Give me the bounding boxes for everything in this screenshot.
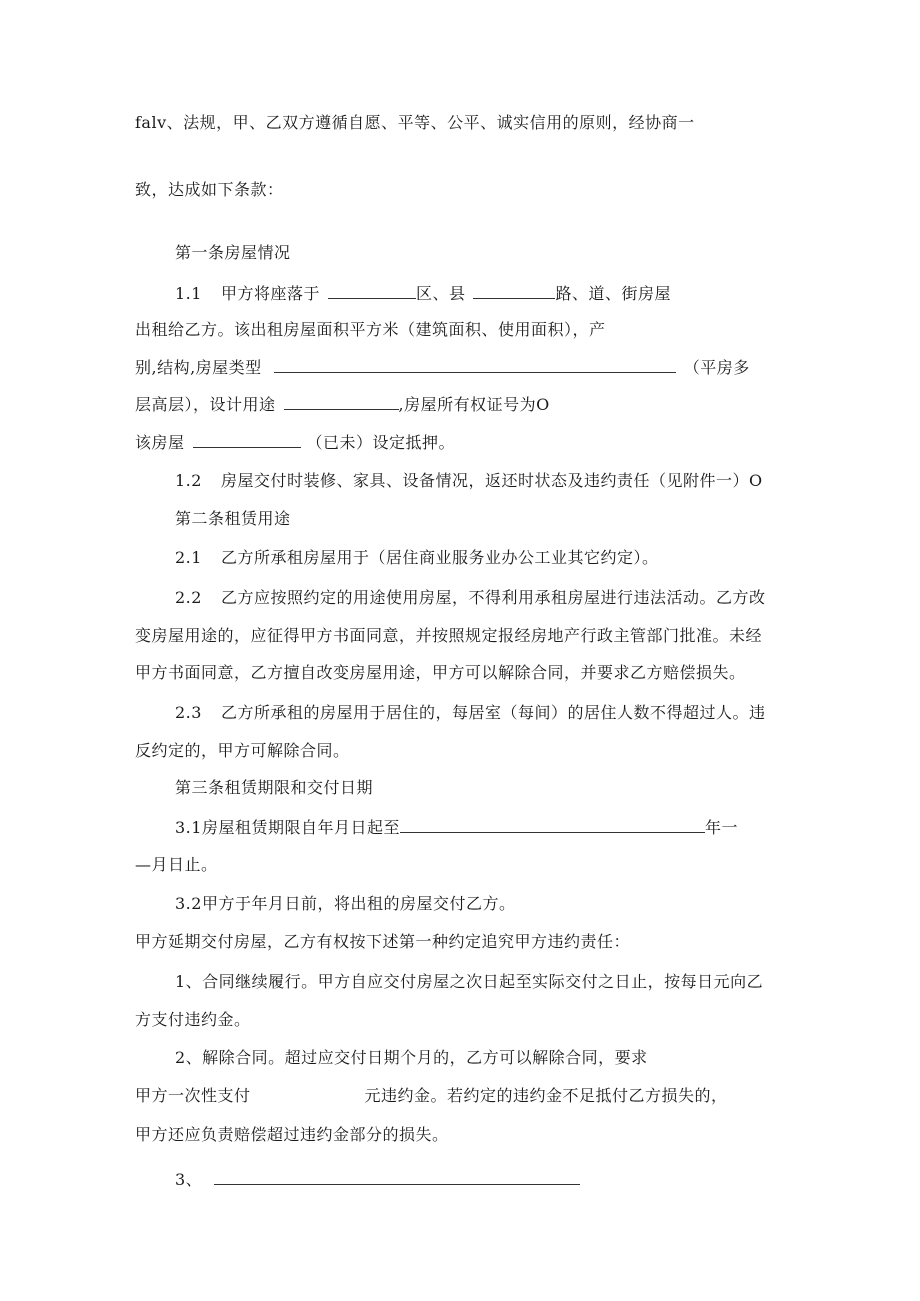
clause-text: 区、县 <box>415 284 466 303</box>
clause-3-2: 3.2甲方于年月日前，将出租的房屋交付乙方。 <box>175 894 516 913</box>
option-1-line-2: 方支付违约金。 <box>135 1010 251 1029</box>
blank-mortgage <box>193 432 301 448</box>
article-2-heading: 第二条租赁用途 <box>175 509 291 528</box>
intro-line-2: 致，达成如下条款： <box>135 180 284 199</box>
clause-text: 别,结构,房屋类型 <box>135 358 262 377</box>
delay-statement: 甲方延期交付房屋，乙方有权按下述第一种约定追究甲方违约责任： <box>135 932 631 951</box>
blank-district <box>328 283 416 299</box>
clause-text: 房屋交付时装修、家具、设备情况，返还时状态及违约责任（见附件一）O <box>220 471 763 490</box>
clause-1-2 <box>175 471 763 491</box>
clause-1-1-line-2: 出租给乙方。该出租房屋面积平方米（建筑面积、使用面积），产 <box>135 320 606 339</box>
clause-text: 甲方将座落于 <box>220 284 320 303</box>
clause-text: 层高层），设计用途 <box>135 395 276 414</box>
clause-text: 乙方应按照约定的用途使用房屋，不得利用承租房屋进行违法活动。乙方改 <box>220 588 766 607</box>
option-2-line-3: 甲方还应负责赔偿超过违约金部分的损失。 <box>135 1125 449 1144</box>
clause-text: 乙方所承租的房屋用于居住的，每居室（每间）的居住人数不得超过人。违 <box>220 703 766 722</box>
blank-lease-end <box>400 817 705 833</box>
intro-line-1: falv、法规，甲、乙双方遵循自愿、平等、公平、诚实信用的原则，经协商一 <box>135 113 695 132</box>
clause-1-1-line-5 <box>135 432 455 453</box>
option-2-line-2 <box>135 1086 728 1106</box>
clause-1-1-line-3 <box>135 357 750 378</box>
clause-3-1-line-2: —月日止。 <box>135 855 218 874</box>
option-1-line-1: 1、合同继续履行。甲方自应交付房屋之次日起至实际交付之日止，按每日元向乙 <box>175 972 764 991</box>
clause-text: ,房屋所有权证号为O <box>398 395 550 414</box>
clause-text: （已未）设定抵押。 <box>306 433 456 452</box>
clause-2-2-line-3: 甲方书面同意，乙方擅自改变房屋用途，甲方可以解除合同，并要求乙方赔偿损失。 <box>135 663 746 682</box>
clause-text: 路、道、街房屋 <box>555 284 671 303</box>
clause-2-3-line-2: 反约定的，甲方可解除合同。 <box>135 741 350 760</box>
clause-3-1-line-1 <box>175 817 738 838</box>
article-3-heading: 第三条租赁期限和交付日期 <box>175 778 374 797</box>
blank-road <box>473 283 555 299</box>
blank-option-3 <box>214 1169 580 1185</box>
clause-number: 2.2 <box>175 588 202 607</box>
clause-number: 3、 <box>175 1170 203 1189</box>
clause-2-2-line-1 <box>175 588 765 608</box>
blank-design-use <box>284 394 399 410</box>
clause-number: 2.1 <box>175 548 202 567</box>
clause-number: 1.2 <box>175 471 202 490</box>
option-2-line-1: 2、解除合同。超过应交付日期个月的，乙方可以解除合同，要求 <box>175 1048 648 1067</box>
clause-text: 年一 <box>704 818 738 837</box>
clause-1-1-line-1 <box>175 283 671 304</box>
article-1-heading: 第一条房屋情况 <box>175 243 291 262</box>
option-3 <box>175 1169 580 1190</box>
clause-text: 3.1房屋租赁期限自年月日起至 <box>175 818 400 837</box>
clause-text: 乙方所承租房屋用于（居住商业服务业办公工业其它约定）。 <box>220 548 659 567</box>
clause-2-1 <box>175 548 658 568</box>
clause-text: 甲方一次性支付 <box>135 1086 251 1105</box>
clause-text: （平房多 <box>683 358 750 377</box>
clause-1-1-line-4 <box>135 394 550 415</box>
clause-2-3-line-1 <box>175 703 765 723</box>
clause-text: 该房屋 <box>135 433 185 452</box>
clause-number: 1.1 <box>175 284 202 303</box>
blank-house-type <box>274 357 676 373</box>
clause-text: 元违约金。若约定的违约金不足抵付乙方损失的， <box>364 1086 728 1105</box>
clause-number: 2.3 <box>175 703 202 722</box>
clause-2-2-line-2: 变房屋用途的，应征得甲方书面同意，并按照规定报经房地产行政主管部门批准。未经 <box>135 626 763 645</box>
